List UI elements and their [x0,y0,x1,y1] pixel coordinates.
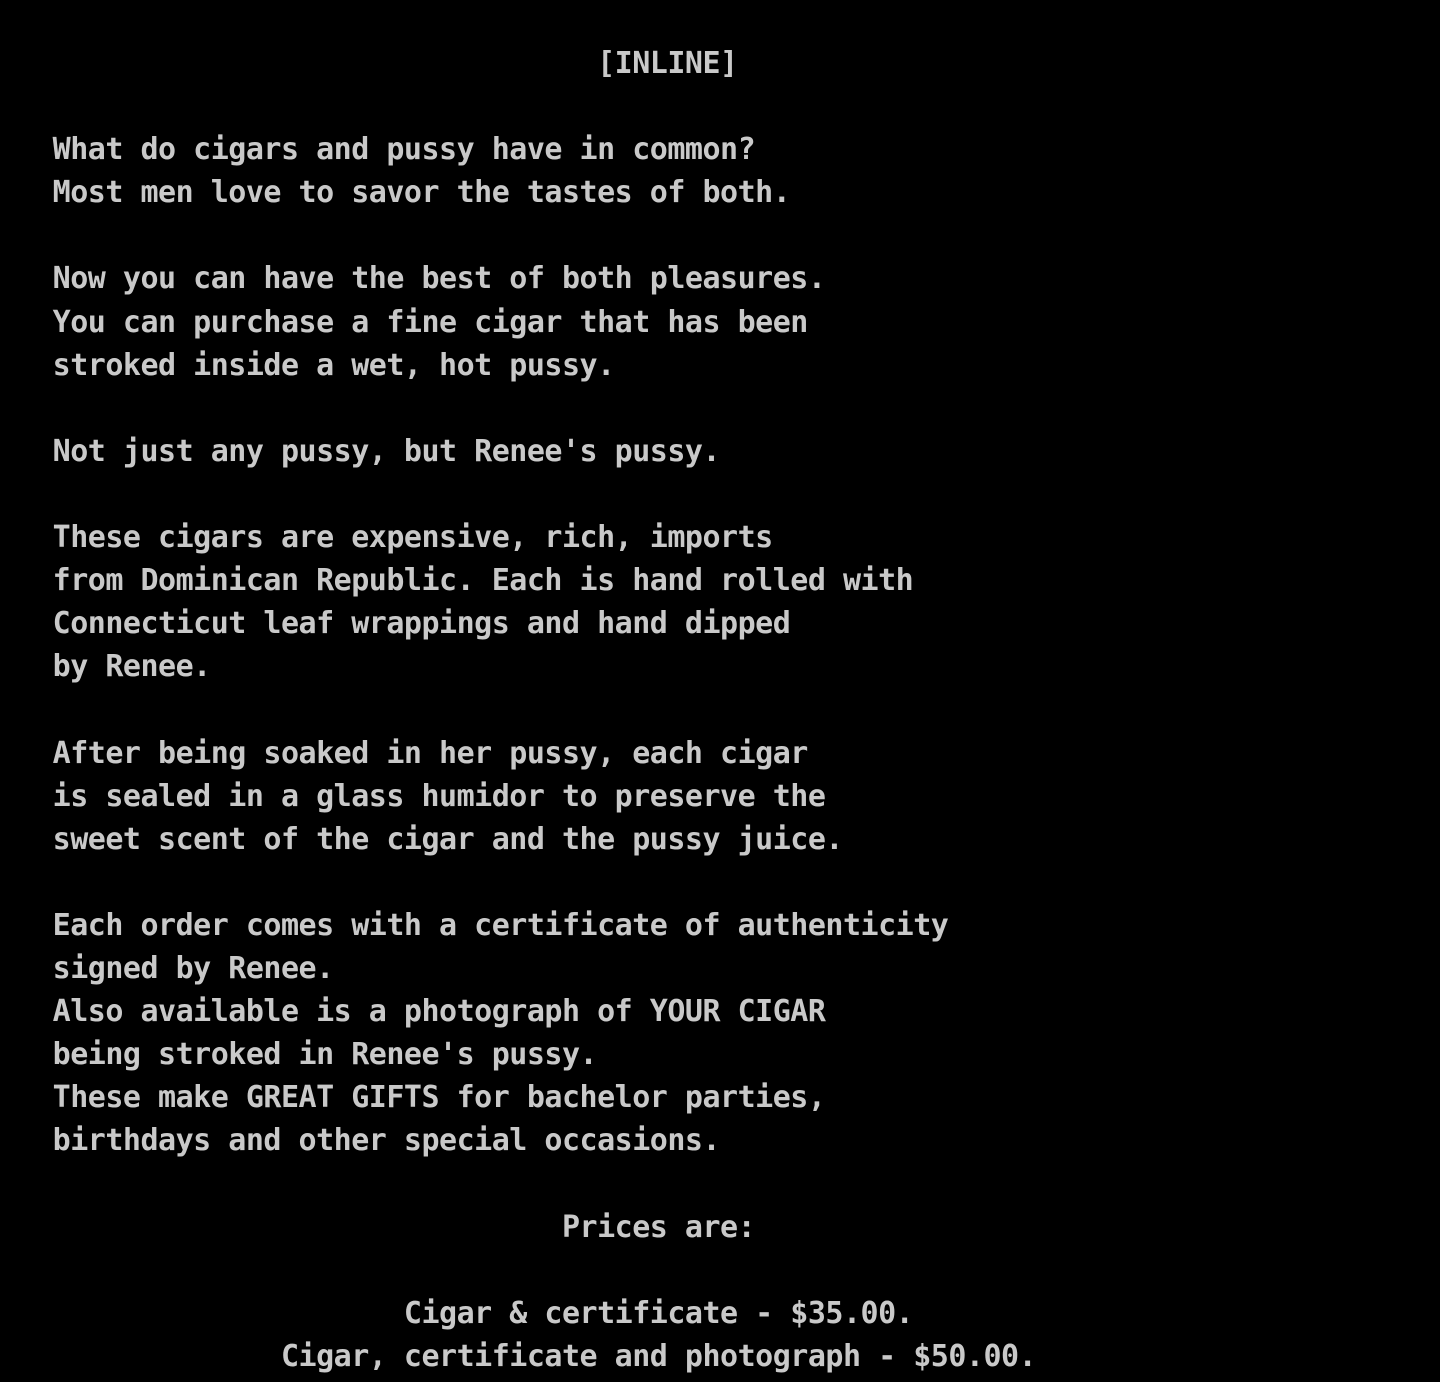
text-line: You can purchase a fine cigar that has been [0,304,808,340]
text-line: signed by Renee. [0,950,334,986]
text-line: These make GREAT GIFTS for bachelor parties, [0,1080,826,1116]
text-line: Now you can have the best of both pleasures. [0,261,826,297]
prices-heading: Prices are: [0,1209,756,1245]
price-line-cigar-certificate-photograph: Cigar, certificate and photograph - $50.00. [0,1338,1037,1374]
text-line: from Dominican Republic. Each is hand rolled with [0,563,914,599]
text-line: Connecticut leaf wrappings and hand dipped [0,606,791,642]
text-line: being stroked in Renee's pussy. [0,1037,598,1073]
text-line: birthdays and other special occasions. [0,1123,721,1159]
text-line: is sealed in a glass humidor to preserve the [0,778,826,814]
blank-line [0,85,1440,128]
blank-line [0,688,1440,731]
text-line: Each order comes with a certificate of authenticity [0,907,949,943]
text-line: Not just any pussy, but Renee's pussy. [0,433,721,469]
blank-line [0,1162,1440,1205]
text-line: sweet scent of the cigar and the pussy juice. [0,821,843,857]
blank-line [0,214,1440,257]
blank-line [0,387,1440,430]
text-line: Most men love to savor the tastes of both. [0,175,791,211]
text-line: After being soaked in her pussy, each cigar [0,735,808,771]
text-line: Also available is a photograph of YOUR CIGAR [0,994,826,1030]
text-line: by Renee. [0,649,211,685]
text-line: What do cigars and pussy have in common? [0,132,756,168]
text-line: These cigars are expensive, rich, imports [0,520,773,556]
text-line: stroked inside a wet, hot pussy. [0,347,615,383]
inline-image-placeholder: [INLINE] [0,46,738,81]
blank-line [0,861,1440,904]
blank-line [0,1249,1440,1292]
price-line-cigar-certificate: Cigar & certificate - $35.00. [0,1295,914,1331]
blank-line [0,473,1440,516]
